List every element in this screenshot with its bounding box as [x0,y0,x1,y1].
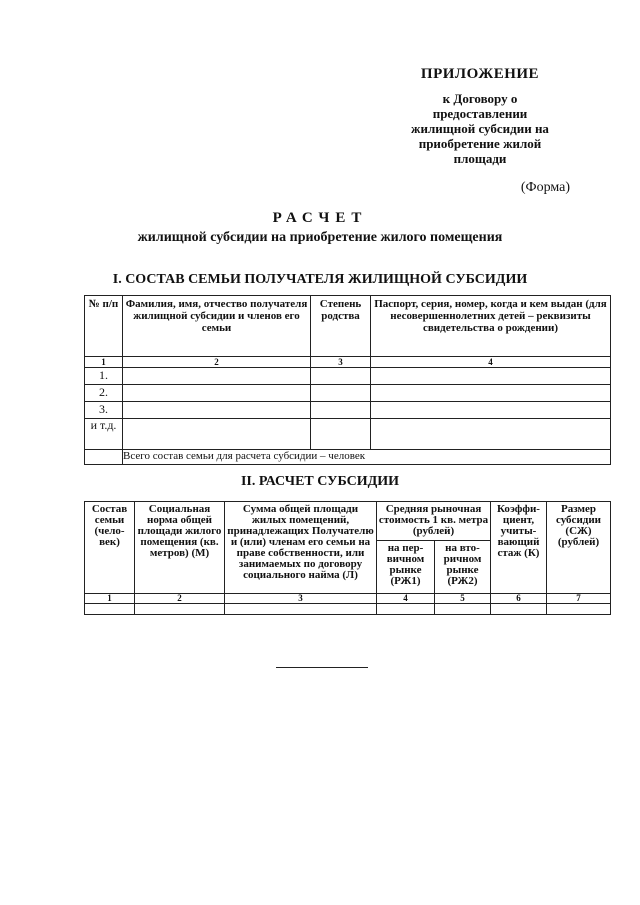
table-row [85,604,611,615]
row-index: и т.д. [85,419,123,450]
document-subtitle: жилищной субсидии на приобретение жилого помещения [137,230,503,245]
column-number: 6 [491,594,547,604]
column-number: 3 [225,594,377,604]
table-row [85,402,611,419]
appendix-block [380,66,580,166]
appendix-body [380,91,580,166]
header-market-price: Средняя рыночная стоимость 1 кв. метра (рублей) [377,502,491,541]
header-passport: Паспорт, серия, номер, когда и кем выдан (для несовершеннолетних детей – реквизиты свидетельства о рождении) [371,296,611,357]
signature-line [276,667,368,668]
column-number: 4 [371,357,611,368]
header-family-size: Состав семьи (чело-век) [85,502,135,594]
column-number-row [85,594,611,604]
cell-relation[interactable] [311,368,371,385]
cell-relation[interactable] [311,385,371,402]
cell-passport[interactable] [371,368,611,385]
cell-relation[interactable] [311,419,371,450]
cell-fullname[interactable] [123,402,311,419]
header-primary-market: на пер-вичном рынке (РЖ1) [377,541,435,594]
header-number: № п/п [85,296,123,357]
column-number: 1 [85,594,135,604]
cell-coefficient[interactable] [491,604,547,615]
appendix-line: к Договору о [442,91,518,106]
row-index: 3. [85,402,123,419]
table-row [85,368,611,385]
column-number: 7 [547,594,611,604]
total-spacer [85,450,123,465]
header-total-area: Сумма общей площади жилых помещений, принадлежащих Получателю и (или) членам его семьи на праве собственности, или занимаемых по договору социального найма (Л) [225,502,377,594]
appendix-line: приобретение жилой [418,136,542,151]
header-secondary-market: на вто-ричном рынке (РЖ2) [435,541,491,594]
document-title: РАСЧЕТ [272,210,368,226]
cell-relation[interactable] [311,402,371,419]
cell-primary-market[interactable] [377,604,435,615]
cell-family-size[interactable] [85,604,135,615]
section1-title: I. СОСТАВ СЕМЬИ ПОЛУЧАТЕЛЯ ЖИЛИЩНОЙ СУБСИДИИ [112,272,528,287]
cell-secondary-market[interactable] [435,604,491,615]
table-row [85,419,611,450]
column-number: 2 [123,357,311,368]
cell-fullname[interactable] [123,368,311,385]
appendix-title: ПРИЛОЖЕНИЕ [420,66,540,82]
header-fullname: Фамилия, имя, отчество получателя жилищной субсидии и членов его семьи [123,296,311,357]
cell-passport[interactable] [371,385,611,402]
appendix-line: предоставлении [432,106,528,121]
header-subsidy-size: Размер субсидии (СЖ) (рублей) [547,502,611,594]
cell-fullname[interactable] [123,419,311,450]
column-number: 5 [435,594,491,604]
column-number: 4 [377,594,435,604]
subsidy-table [84,501,611,615]
cell-passport[interactable] [371,402,611,419]
row-index: 2. [85,385,123,402]
cell-fullname[interactable] [123,385,311,402]
family-table [84,295,611,465]
total-row [85,450,611,465]
appendix-line: жилищной субсидии на [411,121,549,136]
header-social-norm: Социальная норма общей площади жилого помещения (кв. метров) (М) [135,502,225,594]
cell-subsidy-size[interactable] [547,604,611,615]
table-header-row [85,296,611,357]
cell-total-area[interactable] [225,604,377,615]
cell-passport[interactable] [371,419,611,450]
column-number-row [85,357,611,368]
row-index: 1. [85,368,123,385]
column-number: 3 [311,357,371,368]
table-row [85,385,611,402]
header-coefficient: Коэффи-циент, учиты-вающий стаж (К) [491,502,547,594]
appendix-line: площади [453,151,507,166]
section2-title: II. РАСЧЕТ СУБСИДИИ [240,474,400,489]
form-label: (Форма) [520,180,570,195]
column-number: 2 [135,594,225,604]
column-number: 1 [85,357,123,368]
total-label: Всего состав семьи для расчета субсидии – человек [123,450,611,465]
table-header-row [85,502,611,541]
cell-social-norm[interactable] [135,604,225,615]
header-relation: Степень родства [311,296,371,357]
